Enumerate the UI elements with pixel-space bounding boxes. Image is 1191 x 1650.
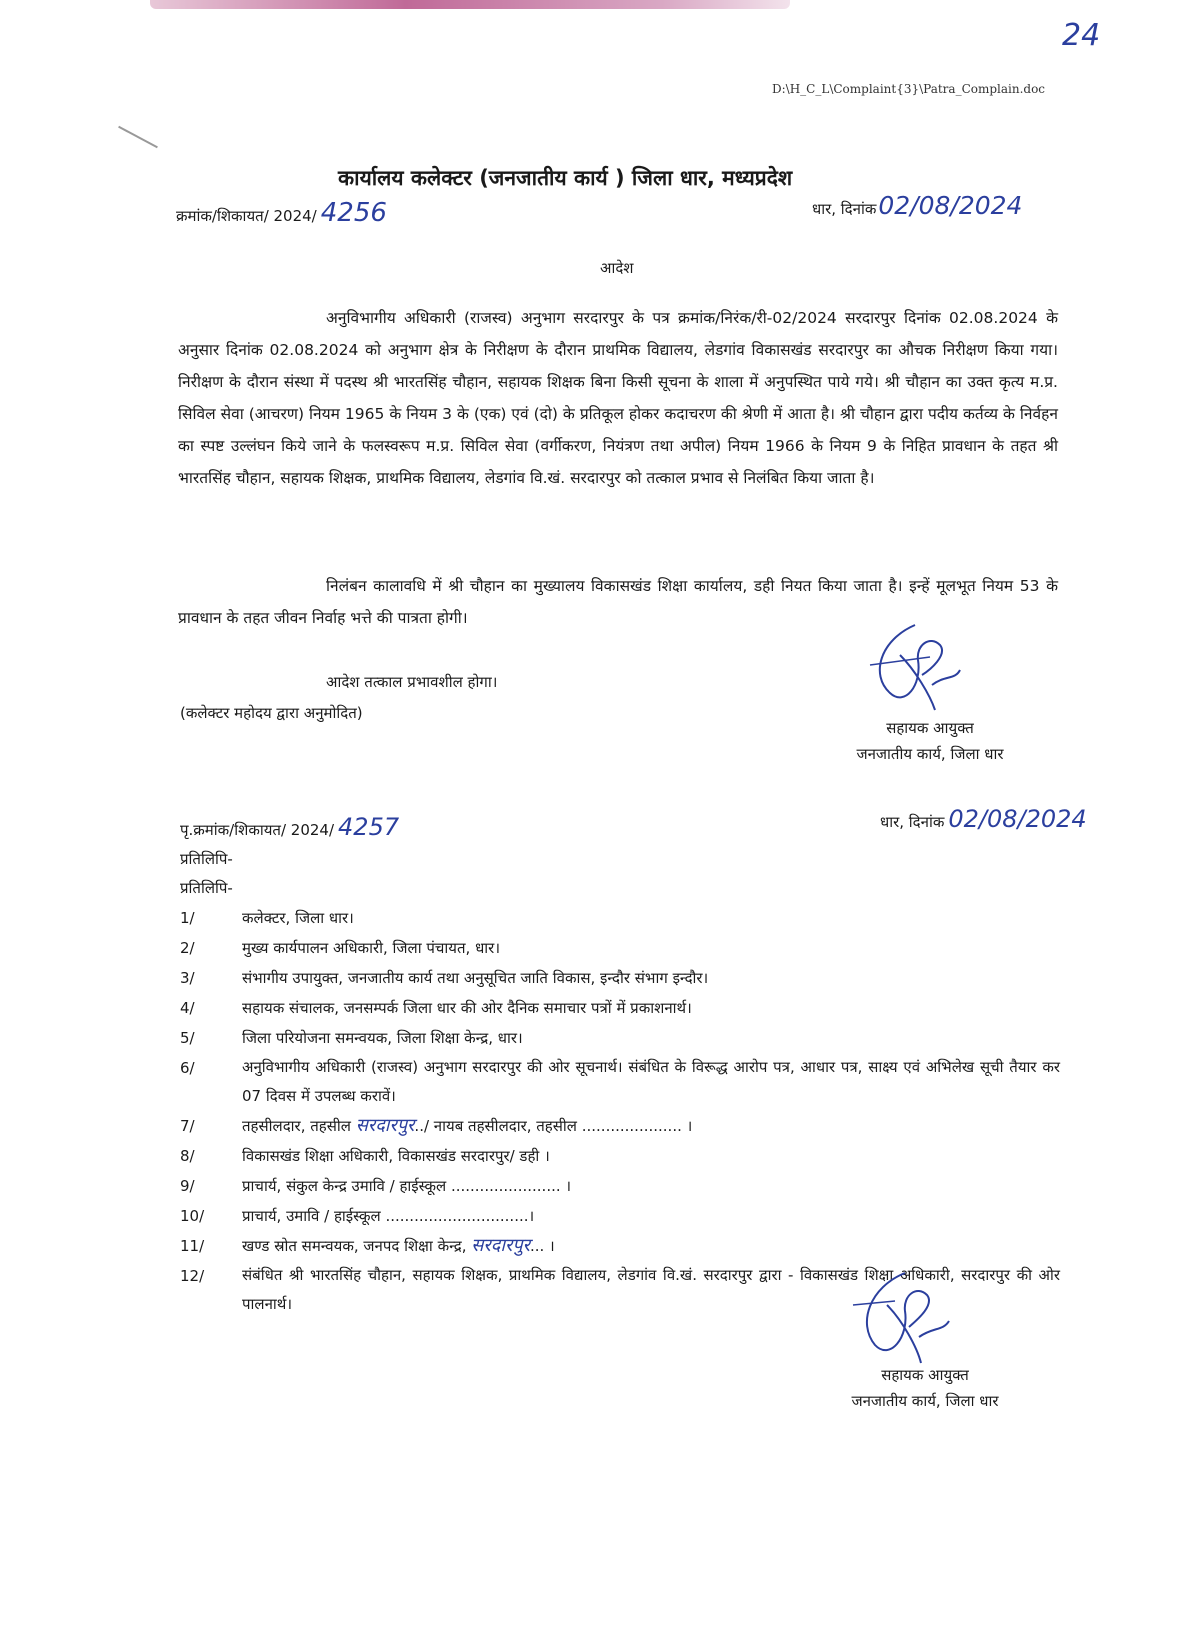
list-item: [180, 963, 1060, 993]
office-title: कार्यालय कलेक्टर (जनजातीय कार्य ) जिला धार, मध्यप्रदेश: [338, 166, 793, 190]
list-item-number: 3/: [180, 969, 195, 987]
list-item-handwritten: सरदारपुर: [355, 1115, 415, 1136]
endorsement-prefix: पृ.क्रमांक/शिकायत/ 2024/: [180, 821, 335, 839]
order-date: [812, 191, 1022, 220]
list-item-text: कलेक्टर, जिला धार।: [242, 909, 354, 927]
list-item: [180, 933, 1060, 963]
page-number: 24: [1062, 18, 1101, 53]
endorsement-date-handwritten: 02/08/2024: [948, 805, 1087, 833]
list-item: [180, 1171, 1060, 1201]
file-path: D:\H_C_L\Complaint{3}\Patra_Complain.doc: [772, 82, 1046, 96]
list-item-text: जिला परियोजना समन्वयक, जिला शिक्षा केन्द्र, धार।: [242, 1029, 523, 1047]
list-item-number: 4/: [180, 999, 195, 1017]
list-item-text: मुख्य कार्यपालन अधिकारी, जिला पंचायत, धार।: [242, 939, 501, 957]
signatory-department: जनजातीय कार्य, जिला धार: [856, 745, 1004, 763]
order-paragraph-1: अनुविभागीय अधिकारी (राजस्व) अनुभाग सरदारपुर के पत्र क्रमांक/निरंक/री-02/2024 सरदारपुर दिनांक 02.08.2024 के अनुसार दिनांक 02.08.2024 को अनुभाग क्षेत्र के निरीक्षण के दौरान प्राथमिक विद्यालय, लेडगांव विकासखंड सरदारपुर का औचक निरीक्षण किया गया। निरीक्षण के दौरान संस्था में पदस्थ श्री भारतसिंह चौहान, सहायक शिक्षक बिना किसी सूचना के शाला में अनुपस्थित पाये गये। श्री चौहान का उक्त कृत्य म.प्र. सिविल सेवा (आचरण) नियम 1965 के नियम 3 के (एक) एवं (दो) के प्रतिकूल होकर कदाचरण की श्रेणी में आता है। श्री चौहान द्वारा पदीय कर्तव्य के निर्वहन का स्पष्ट उल्लंघन किये जाने के फलस्वरूप म.प्र. सिविल सेवा (वर्गीकरण, नियंत्रण तथा अपील) नियम 1966 के नियम 9 के निहित प्रावधान के तहत श्री भारतसिंह चौहान, सहायक शिक्षक, प्राथमिक विद्यालय, लेडगांव वि.खं. सरदारपुर को तत्काल प्रभाव से निलंबित किया जाता है।: [178, 309, 1058, 487]
list-item: [180, 1111, 1060, 1141]
copy-list: [180, 903, 1060, 1319]
list-item-number: 12/: [180, 1267, 205, 1285]
list-item-number: 5/: [180, 1029, 195, 1047]
list-item: [180, 1141, 1060, 1171]
list-item-text: सहायक संचालक, जनसम्पर्क जिला धार की ओर दैनिक समाचार पत्रों में प्रकाशनार्थ।: [242, 999, 692, 1017]
list-item: [180, 1053, 1060, 1111]
signature-1: [860, 615, 990, 725]
list-item-text: संबंधित श्री भारतसिंह चौहान, सहायक शिक्षक, प्राथमिक विद्यालय, लेडगांव वि.खं. सरदारपुर द्वारा - विकासखंड शिक्षा अधिकारी, सरदारपुर की ओर पालनार्थ।: [242, 1266, 1060, 1313]
endorsement-date-prefix: धार, दिनांक: [880, 813, 945, 831]
list-item-text-a: तहसीलदार, तहसील: [242, 1117, 356, 1135]
order-paragraph-2: निलंबन कालावधि में श्री चौहान का मुख्यालय विकासखंड शिक्षा कार्यालय, डही नियत किया जाता है। इन्हें मूलभूत नियम 53 के प्रावधान के तहत जीवन निर्वाह भत्ते की पात्रता होगी।: [178, 577, 1058, 627]
list-item-number: 10/: [180, 1207, 205, 1225]
signatory-designation: सहायक आयुक्त: [881, 1366, 969, 1384]
list-item-text: संभागीय उपायुक्त, जनजातीय कार्य तथा अनुसूचित जाति विकास, इन्दौर संभाग इन्दौर।: [242, 969, 709, 987]
scan-mark: [118, 126, 158, 148]
list-item-handwritten: सरदारपुर: [471, 1235, 530, 1256]
signatory-designation: सहायक आयुक्त: [886, 719, 974, 737]
list-item-number: 2/: [180, 939, 195, 957]
signature-block-1: [820, 718, 1040, 764]
date-handwritten: 02/08/2024: [878, 191, 1023, 220]
endorsement-date: [880, 805, 1087, 833]
endorsement-reference: [180, 813, 399, 841]
endorsement-handwritten: 4257: [338, 813, 400, 841]
reference-handwritten: 4256: [320, 198, 387, 228]
copy-heading-1: प्रतिलिपि-: [180, 850, 233, 868]
order-heading: आदेश: [600, 259, 634, 277]
list-item-number: 7/: [180, 1117, 195, 1135]
list-item: [180, 1201, 1060, 1231]
list-item-text-b: ... ।: [529, 1237, 555, 1255]
copy-heading-2: प्रतिलिपि-: [180, 879, 233, 897]
list-item-text-b: ../ नायब तहसीलदार, तहसील ..................... ।: [414, 1117, 693, 1135]
list-item-text-a: खण्ड स्रोत समन्वयक, जनपद शिक्षा केन्द्र,: [242, 1237, 472, 1255]
list-item: [180, 903, 1060, 933]
list-item: [180, 993, 1060, 1023]
list-item-number: 8/: [180, 1147, 195, 1165]
list-item-text: प्राचार्य, संकुल केन्द्र उमावि / हाईस्कूल ....................... ।: [242, 1177, 572, 1195]
list-item-text: अनुविभागीय अधिकारी (राजस्व) अनुभाग सरदारपुर की ओर सूचनार्थ। संबंधित के विरूद्ध आरोप पत्र, आधार पत्र, साक्ष्य एवं अभिलेख सूची तैयार कर 07 दिवस में उपलब्ध करावें।: [242, 1058, 1060, 1105]
list-item-text: [242, 1231, 1060, 1261]
approval-note: (कलेक्टर महोदय द्वारा अनुमोदित): [180, 704, 363, 722]
list-item-number: 6/: [180, 1059, 195, 1077]
list-item-number: 11/: [180, 1237, 205, 1255]
list-item-text: [242, 1111, 1060, 1141]
list-item: [180, 1023, 1060, 1053]
signatory-department: जनजातीय कार्य, जिला धार: [851, 1392, 999, 1410]
effect-statement: आदेश तत्काल प्रभावशील होगा।: [326, 673, 498, 691]
list-item-text: विकासखंड शिक्षा अधिकारी, विकासखंड सरदारपुर/ डही ।: [242, 1147, 550, 1165]
reference-number: [176, 198, 387, 228]
scan-top-strip: [150, 0, 790, 9]
list-item-number: 9/: [180, 1177, 195, 1195]
reference-prefix: क्रमांक/शिकायत/ 2024/: [176, 207, 317, 225]
signature-2: [845, 1265, 975, 1375]
list-item-number: 1/: [180, 909, 195, 927]
list-item-text: प्राचार्य, उमावि / हाईस्कूल ..............................।: [242, 1207, 535, 1225]
signature-block-2: [815, 1365, 1035, 1411]
date-prefix: धार, दिनांक: [812, 200, 877, 218]
list-item: [180, 1231, 1060, 1261]
